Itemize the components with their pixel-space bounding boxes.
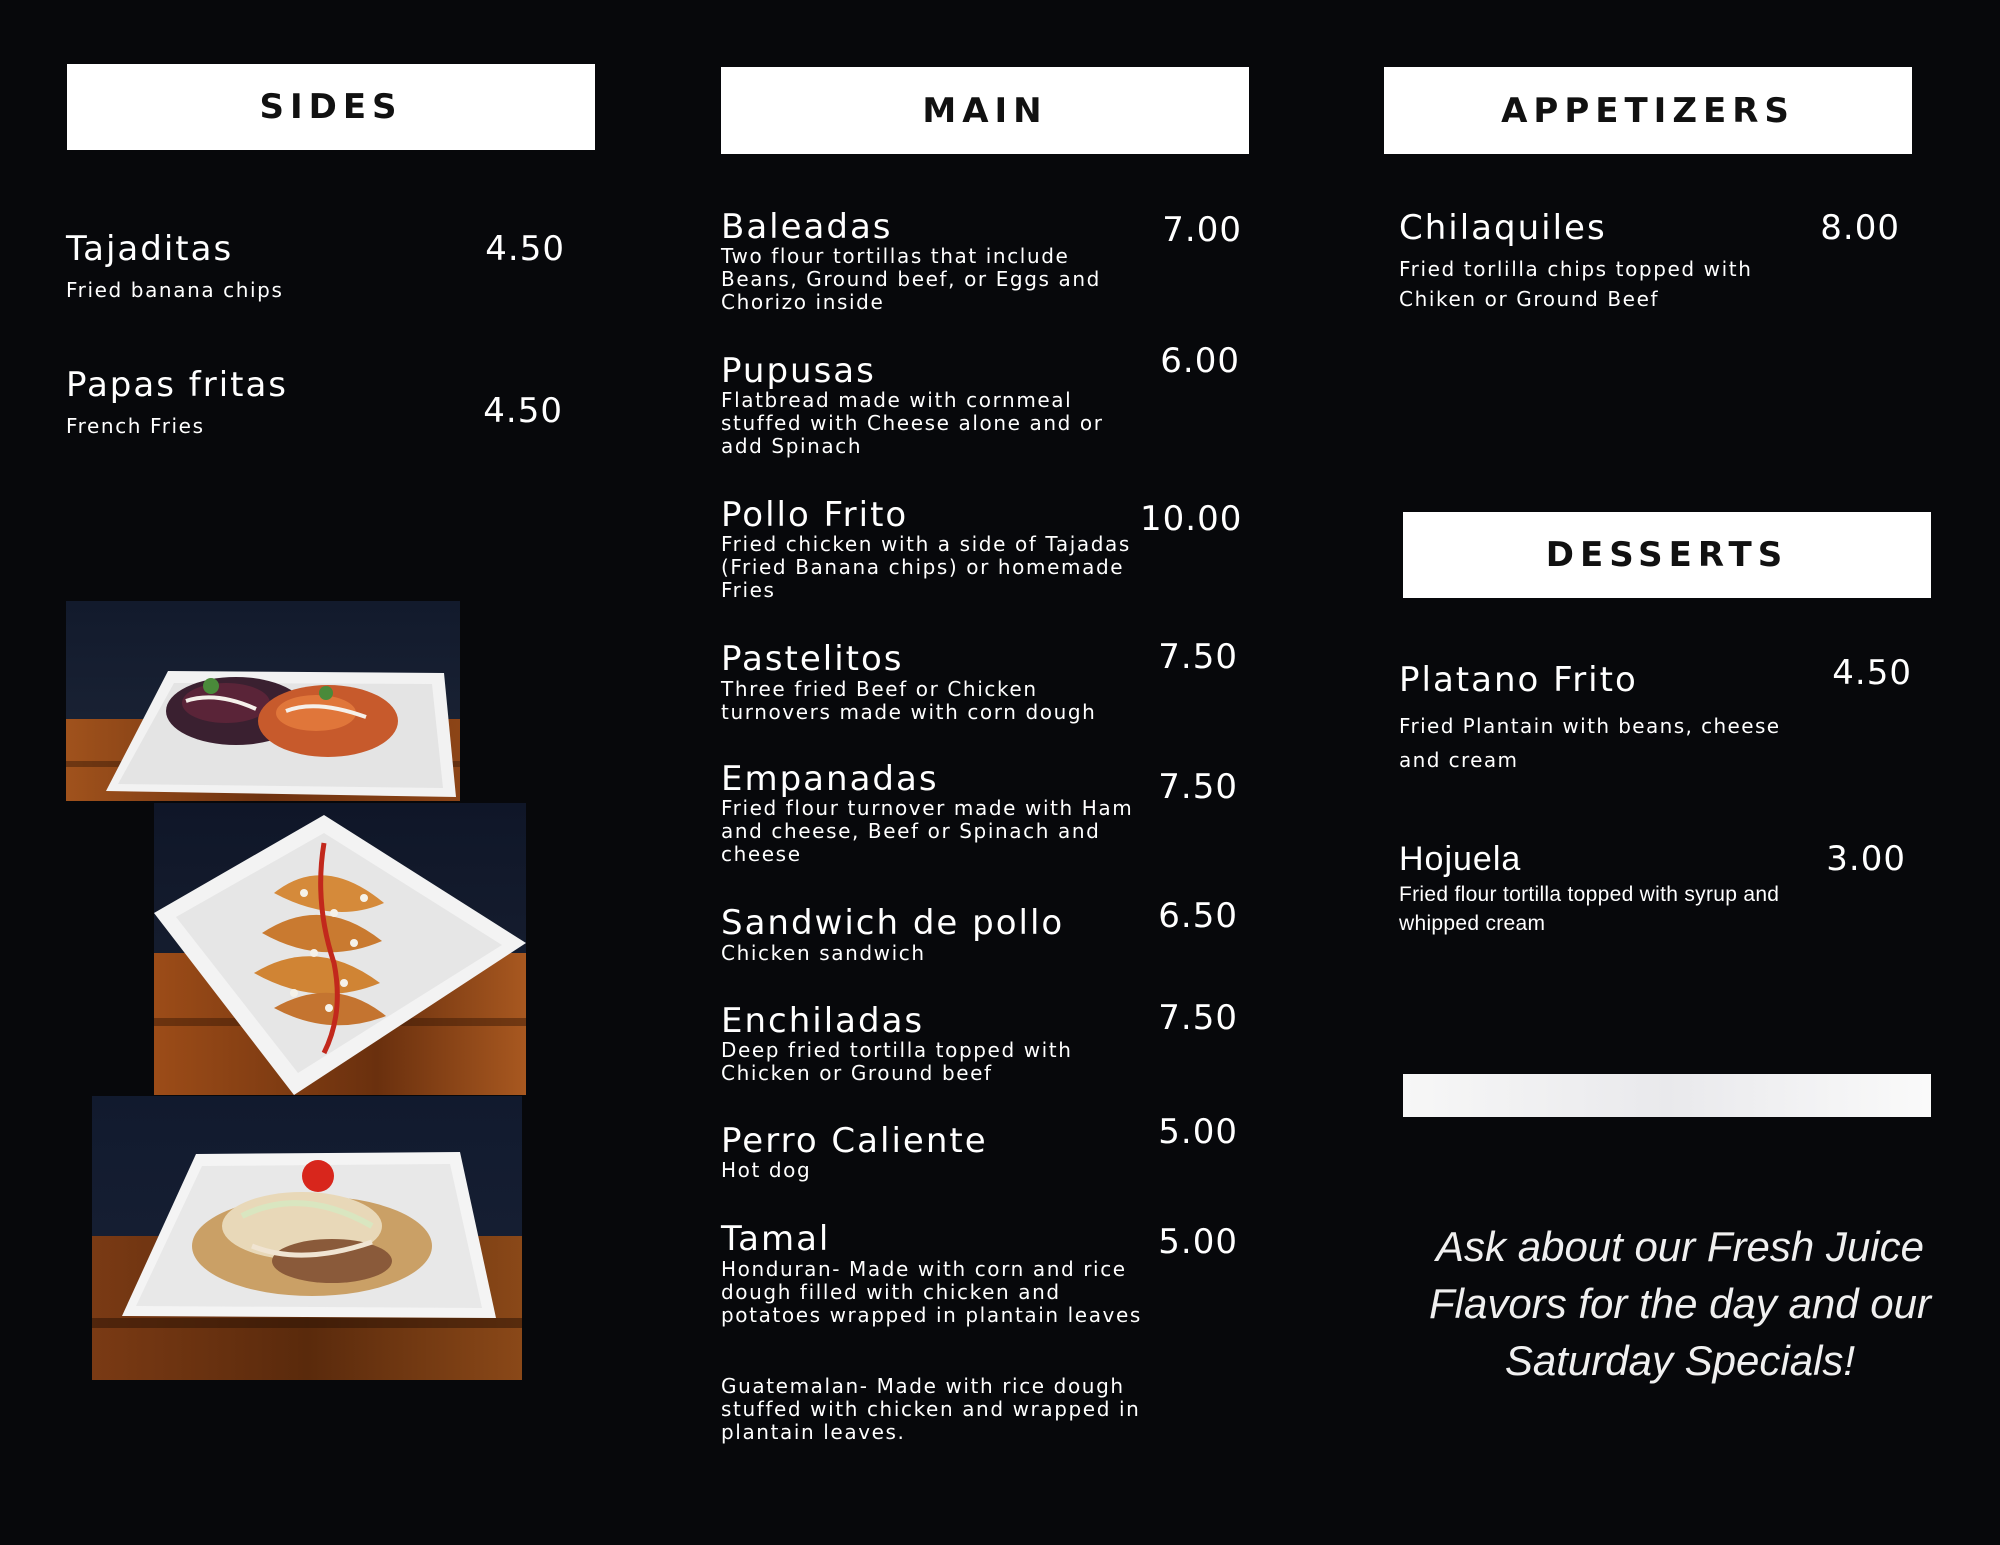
main-item-price: 7.00 bbox=[1162, 210, 1242, 250]
food-photo-tostadas bbox=[66, 601, 460, 801]
main-item-desc: Three fried Beef or Chicken turnovers made with corn dough bbox=[721, 677, 1097, 724]
blank-banner bbox=[1403, 1074, 1931, 1117]
appetizers-heading: APPETIZERS bbox=[1384, 67, 1912, 154]
main-item-price: 7.50 bbox=[1158, 767, 1238, 807]
main-item-name: Baleadas bbox=[721, 207, 893, 247]
main-item-desc: Two flour tortillas that include Beans, Ground beef, or Eggs and Chorizo inside bbox=[721, 244, 1101, 314]
main-item-desc: Flatbread made with cornmeal stuffed with Cheese alone and or add Spinach bbox=[721, 388, 1104, 458]
main-item-desc: Honduran- Made with corn and rice dough filled with chicken and potatoes wrapped in plantain leaves bbox=[721, 1257, 1142, 1327]
appetizers-item-price: 8.00 bbox=[1820, 208, 1900, 248]
main-item-price: 5.00 bbox=[1158, 1222, 1238, 1262]
promo-text: Ask about our Fresh Juice Flavors for the day and our Saturday Specials! bbox=[1429, 1223, 1931, 1384]
main-item-name: Pollo Frito bbox=[721, 495, 909, 535]
main-item-desc: Hot dog bbox=[721, 1158, 812, 1182]
sides-item-name: Tajaditas bbox=[66, 229, 234, 269]
desserts-item-desc: Fried Plantain with beans, cheese and cream bbox=[1399, 714, 1781, 772]
main-item-price: 6.50 bbox=[1158, 896, 1238, 936]
main-item-price: 5.00 bbox=[1158, 1112, 1238, 1152]
main-item-desc: Fried flour turnover made with Ham and cheese, Beef or Spinach and cheese bbox=[721, 796, 1134, 866]
main-item-name: Perro Caliente bbox=[721, 1121, 988, 1161]
sides-item-price: 4.50 bbox=[483, 391, 563, 431]
main-item-name: Enchiladas bbox=[721, 1001, 925, 1041]
main-item-price: 6.00 bbox=[1160, 341, 1240, 381]
main-item-name: Pastelitos bbox=[721, 639, 904, 679]
main-item-price: 10.00 bbox=[1140, 499, 1243, 539]
food-photo-pastelitos bbox=[154, 803, 526, 1095]
desserts-item-desc: Fried flour tortilla topped with syrup and whipped cream bbox=[1399, 883, 1780, 935]
sides-item-name: Papas fritas bbox=[66, 365, 289, 405]
desserts-item-price: 4.50 bbox=[1832, 653, 1912, 693]
appetizers-item-name: Chilaquiles bbox=[1399, 208, 1607, 248]
main-item-name: Tamal bbox=[721, 1219, 831, 1259]
sides-heading: SIDES bbox=[67, 64, 595, 150]
main-item-desc: Chicken sandwich bbox=[721, 941, 926, 965]
main-item-desc: Deep fried tortilla topped with Chicken or Ground beef bbox=[721, 1038, 1073, 1085]
main-heading: MAIN bbox=[721, 67, 1249, 154]
sides-item-desc: French Fries bbox=[66, 414, 205, 438]
main-item-name: Empanadas bbox=[721, 759, 939, 799]
desserts-item-price: 3.00 bbox=[1826, 839, 1906, 879]
desserts-heading: DESSERTS bbox=[1403, 512, 1931, 598]
food-photo-chilaquiles bbox=[92, 1096, 522, 1380]
main-item-desc-secondary: Guatemalan- Made with rice dough stuffed with chicken and wrapped in plantain leaves. bbox=[721, 1374, 1141, 1444]
desserts-item-name: Platano Frito bbox=[1399, 660, 1638, 700]
appetizers-item-desc: Fried torlilla chips topped with Chiken or Ground Beef bbox=[1399, 257, 1753, 311]
desserts-item-name: Hojuela bbox=[1399, 840, 1522, 878]
sides-item-price: 4.50 bbox=[485, 229, 565, 269]
main-item-name: Sandwich de pollo bbox=[721, 903, 1065, 943]
sides-item-desc: Fried banana chips bbox=[66, 278, 284, 302]
main-item-price: 7.50 bbox=[1158, 998, 1238, 1038]
main-item-desc: Fried chicken with a side of Tajadas (Fried Banana chips) or homemade Fries bbox=[721, 532, 1131, 602]
main-item-name: Pupusas bbox=[721, 351, 876, 391]
main-item-price: 7.50 bbox=[1158, 637, 1238, 677]
